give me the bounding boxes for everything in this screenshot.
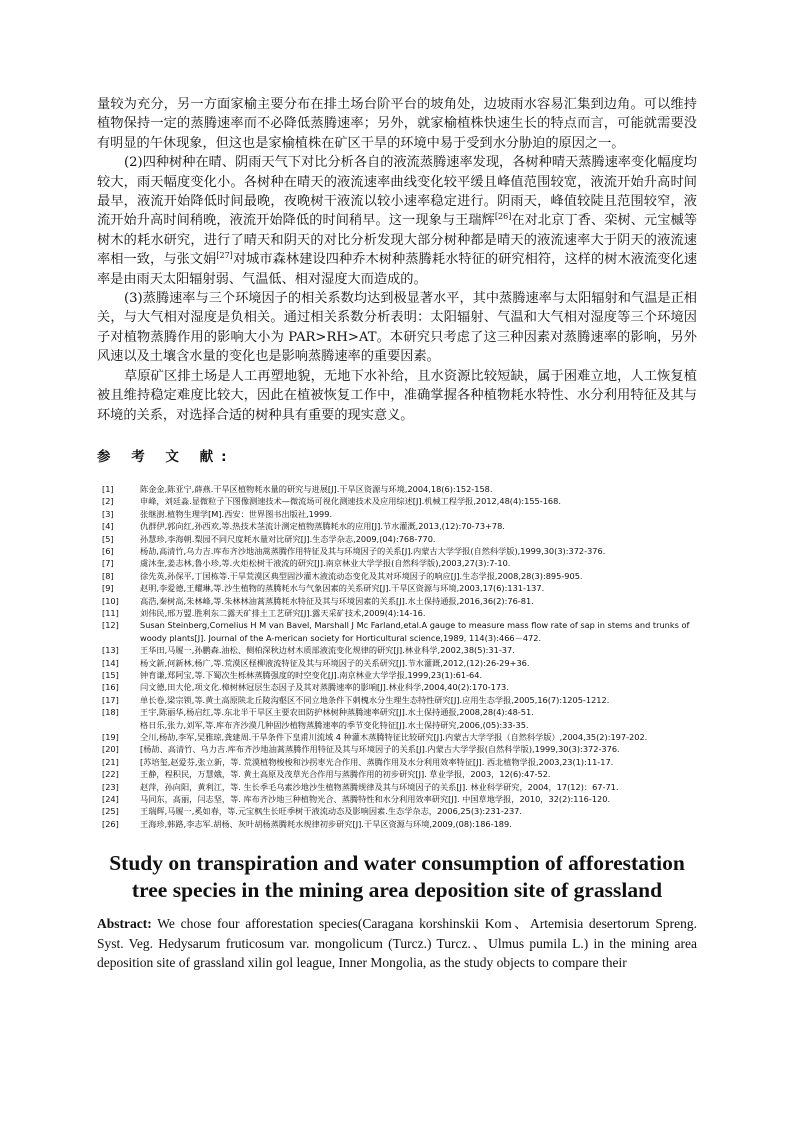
- reference-number-blank: [102, 719, 140, 731]
- reference-number: [8]: [102, 570, 114, 581]
- body-paragraph-1: 量较为充分，另一方面家榆主要分布在排土场台阶平台的坡角处，边坡雨水容易汇集到边角。可以维持植物保持一定的蒸腾速率而不必降低蒸腾速率；另外，就家榆植株快速生长的特点而言，可能就需要没有明显的午休现象，但这也是家榆植株在矿区干旱的环境中易于受到水分胁迫的原因之一。: [97, 97, 697, 151]
- reference-item: [102, 669, 697, 681]
- reference-text: 单长卷,梁宗锁,等.黄土高原陕北丘陵沟壑区不同立地条件下刺槐水分生理生态特性研究[J].应用生态学报,2005,16(7):1205-1212.: [140, 694, 610, 705]
- reference-item: [102, 805, 697, 817]
- reference-number: [26]: [102, 818, 119, 829]
- reference-text: 王宇,陈丽华,杨启红,等.东北半干旱区主要农田防护林树种蒸腾速率研究[J].水土保持通报,2008,28(4):48-51.: [140, 707, 534, 718]
- reference-number: [17]: [102, 694, 119, 705]
- reference-text: [苏培玺,赵爱芬,张立新，等. 荒漠植物梭梭和沙拐枣光合作用、蒸腾作用及水分利用效率特征[J]. 西北植物学报,2003,23(1):11-17.: [140, 756, 614, 767]
- reference-text: 王瑞辉,马履一,奚如春，等.元宝枫生长旺季树干液流动态及影响因素.生态学杂志，2006,25(3):231-237.: [140, 806, 522, 817]
- body-paragraph-2: [97, 153, 697, 289]
- reference-number: [23]: [102, 781, 119, 792]
- reference-text: 闫文德,田大伦,项文化.樟树林冠层生态因子及其对蒸腾速率的影响[J].林业科学,2004,40(2):170-173.: [140, 682, 509, 693]
- reference-item: [102, 644, 697, 656]
- reference-item: [102, 681, 697, 693]
- reference-item: [102, 657, 697, 669]
- reference-number: [15]: [102, 670, 119, 680]
- reference-number: [16]: [102, 682, 119, 693]
- reference-item: [102, 483, 697, 495]
- reference-item: [102, 570, 697, 582]
- reference-item: [102, 743, 697, 755]
- reference-text: 张继澍.植物生理学[M].西安：世界图书出版社,1999.: [140, 508, 333, 519]
- reference-number: [19]: [102, 732, 119, 743]
- reference-text: 虞沐奎,姜志林,鲁小珍,等.火炬松树干液流的研究[J].南京林业大学学报(自然科学版),2003,27(3):7-10.: [140, 558, 511, 569]
- reference-number: [18]: [102, 707, 119, 718]
- reference-number: [25]: [102, 806, 119, 817]
- reference-number: [24]: [102, 794, 119, 805]
- reference-item: [102, 818, 697, 830]
- body-paragraph-4: 草原矿区排土场是人工再塑地貌，无地下水补给，且水资源比较短缺，属于困难立地，人工恢复植被且维持稳定难度比较大，因此在植被恢复工作中，准确掌握各种植物耗水特性、水分利用特征及其与环境的关系，对选择合适的树种具有重要的现实意义。: [97, 368, 697, 423]
- english-title: Study on transpiration and water consumption of afforestation tree species in the mining area deposition site of grassland: [109, 851, 685, 903]
- abstract-text: We chose four afforestation species(Caragana korshinskii Kom、Artemisia desertorum Spreng. Syst. Veg. Hedysarum fruticosum var. mongolicum (Turcz.) Turcz.、Ulmus pumila L.) in the mining area deposition site of grassland xilin gol league, Inner Mongolia, as the study objects to compare their: [97, 916, 697, 971]
- reference-list: [102, 483, 697, 830]
- reference-text: 徐先英,孙保平,丁国栋等.干旱荒漠区典型固沙灌木液流动态变化及其对环境因子的响应[J].生态学报,2008,28(3):895-905.: [140, 570, 583, 581]
- reference-text: 高浩,秦树高,朱林峰,等.朱林林油蒿蒸腾耗水特征及其与环境因素的关系[J].水土保持通报,2016,36(2):76-81.: [140, 595, 534, 606]
- reference-text: 仝川,杨劼,李军,吴雅琼,龚建周.干旱条件下皇甫川流域 4 种灌木蒸腾特征比较研究[J].内蒙古大学学报（自然科学版）,2004,35(2):197-202.: [140, 732, 648, 743]
- reference-text: 刘伟民,邢万盟.胜利东二露天矿排土工艺研究[J].露天采矿技术,2009(4):14-16.: [140, 607, 426, 618]
- reference-text: 赵明,李爱德,王耀琳,等.沙生植物的蒸腾耗水与气象因素的关系研究[J].干旱区资源与环境,2003,17(6):131-137.: [140, 583, 545, 594]
- reference-number: [14]: [102, 657, 119, 668]
- reference-item: [102, 520, 697, 532]
- reference-number: [3]: [102, 508, 114, 519]
- reference-item: [102, 595, 697, 607]
- reference-item: [102, 582, 697, 594]
- body-paragraph-3: (3)蒸腾速率与三个环境因子的相关系数均达到极显著水平，其中蒸腾速率与太阳辐射和气温是正相关，与大气相对湿度是负相关。通过相关系数分析表明：太阳辐射、气温和大气相对湿度等三个环境因子对植物蒸腾作用的影响大小为 PAR>RH>AT。本研究只考虑了这三种因素对蒸腾速率的影响，另外风速以及土壤含水量的变化也是影响蒸腾速率的重要因素。: [97, 291, 697, 365]
- reference-text: 孙慧珍,李海朝.梨园不同尺度耗水量对比研究[J].生态学杂志,2009,(04):768-770.: [140, 533, 436, 544]
- reference-item: [102, 756, 697, 768]
- reference-item: [102, 508, 697, 520]
- reference-item: [102, 768, 697, 780]
- reference-text: [杨劼、高清竹、乌力吉.库布齐沙地油蒿蒸腾作用特征及其与环境因子的关系[J].内蒙古大学学报(自然科学版),1999,30(3):372-376.: [140, 744, 620, 755]
- reference-number: [22]: [102, 769, 119, 780]
- reference-number: [20]: [102, 744, 119, 755]
- reference-number: [11]: [102, 607, 119, 618]
- reference-item: [102, 781, 697, 793]
- reference-item: [102, 694, 697, 706]
- reference-item: [102, 619, 697, 644]
- reference-number: [6]: [102, 545, 114, 556]
- reference-number: [4]: [102, 521, 114, 532]
- reference-text: 王海珍,韩路,李志军.胡杨、灰叶胡杨蒸腾耗水规律初步研究[J].干旱区资源与环境,2009,(08):186-189.: [140, 818, 512, 829]
- reference-item: [102, 706, 697, 718]
- reference-item: [102, 731, 697, 743]
- reference-text: 钟育谦,郑阿宝,等.下蜀次生栎林蒸腾强度的时空变化[J].南京林业大学学报,1999,23(1):61-64.: [140, 670, 483, 680]
- reference-item: [102, 557, 697, 569]
- reference-text: 王静，程积民，万慧娥，等. 黄土高原及茂草光合作用与蒸腾作用的初步研究[J]. 草业学报，2003，12(6):47-52.: [140, 769, 551, 780]
- paragraph-2-text-c: 对城市森林建设四种乔木树种蒸腾耗水特征的研究相符，这样的树木液流变化速率是由雨天太阳辐射弱、气温低、相对湿度大而造成的。: [97, 252, 698, 287]
- reference-number: [21]: [102, 756, 119, 767]
- reference-item: [102, 495, 697, 507]
- reference-text: 王华田,马履一,孙鹏森.油松、侧柏深秋边材木质部液流变化规律的研究[J].林业科学,2002,38(5):31-37.: [140, 645, 515, 656]
- reference-item: [102, 793, 697, 805]
- reference-number: [13]: [102, 645, 119, 656]
- reference-text: 陈金金,陈亚宁,薛燕.干旱区植物耗水量的研究与进展[J].干旱区资源与环境,2004,18(6):152-158.: [140, 483, 493, 494]
- reference-text: 赵萍，孙向阳，黄利江，等. 生长季毛乌素沙地沙生植物蒸腾规律及其与环境因子的关系[J]. 林业科学研究，2004，17(12)：67-71.: [140, 781, 619, 792]
- reference-item: [102, 533, 697, 545]
- reference-number: [7]: [102, 558, 114, 569]
- paragraph-2-text-b: 在对北京丁香、栾树、元宝槭等树木的耗水研究，进行了晴天和阴天的对比分析发现大部分树种都是晴天的液流速率大于阴天的液流速率相一致，与张文娟: [97, 213, 698, 268]
- reference-item: [102, 545, 697, 557]
- reference-text: 仇群伊,郭向红,孙西欢,等.热技术茎流计测定植物蒸腾耗水的应用[J].节水灌溉,2013,(12):70-73+78.: [140, 521, 505, 532]
- reference-text: 杨劼,高清竹,乌力吉.库布齐沙地油蒿蒸腾作用特征及其与环境因子的关系[J].内蒙古大学学报(自然科学版),1999,30(3):372-376.: [140, 545, 606, 556]
- citation-26: [26]: [494, 212, 512, 222]
- references-heading: 参 考 文 献:: [97, 448, 235, 465]
- reference-number: [9]: [102, 583, 114, 594]
- reference-number: [10]: [102, 595, 119, 606]
- english-abstract: [97, 914, 697, 973]
- reference-number: [5]: [102, 533, 114, 544]
- page-content: [97, 95, 697, 973]
- reference-number: [12]: [102, 620, 119, 631]
- reference-text: 马同东，高丽，闫志坚，等. 库布齐沙地三种植物光合、蒸腾特性和水分利用效率研究[J]. 中国草地学报，2010，32(2):116-120.: [140, 794, 611, 805]
- reference-item: [102, 607, 697, 619]
- paragraph-2-text-a: (2)四种树种在晴、阴雨天气下对比分析各自的液流蒸腾速率发现，各树种晴天蒸腾速率变化幅度均较大，雨天幅度变化小。各树种在晴天的液流速率曲线变化较平缓且峰值范围较宽，液流开始升高时间最早，液流开始降低时间最晚，夜晚树干液流以较小速率稳定进行。阴雨天，峰值较陡且范围较窄，液流开始升高时间稍晚，液流开始降低的时间稍早。这一现象与王瑞辉: [97, 155, 697, 229]
- reference-number: [2]: [102, 496, 114, 507]
- citation-27: [27]: [216, 251, 233, 261]
- abstract-label: Abstract:: [97, 916, 152, 932]
- reference-number: [1]: [102, 483, 114, 494]
- reference-item: [102, 719, 697, 731]
- reference-text: 杨文新,何新林,杨广,等.荒漠区柽柳液流特征及其与环境因子的关系研究[J].节水灌溉,2012,(12):26-29+36.: [140, 657, 530, 668]
- reference-text: 格日乐,张力,刘军,等.库布齐沙漠几种固沙植物蒸腾速率的季节变化特征[J].水土保持研究,2006,(05):33-35.: [140, 719, 529, 730]
- reference-text: 申峰，刘廷淼.显微粒子下图像测速技术—微流场可视化测速技术及应用综述[J].机械工程学报,2012,48(4):155-168.: [140, 496, 561, 507]
- reference-text: Susan Steinberg,Cornelius H M van Bavel, Marshall J Mc Farland,etal.A gauge to measure mass flow rate of sap in stems and trunks of woody plants[J]. Journal of the A-merican society for Horticultural science,1989, 114(3):466－472.: [140, 620, 690, 643]
